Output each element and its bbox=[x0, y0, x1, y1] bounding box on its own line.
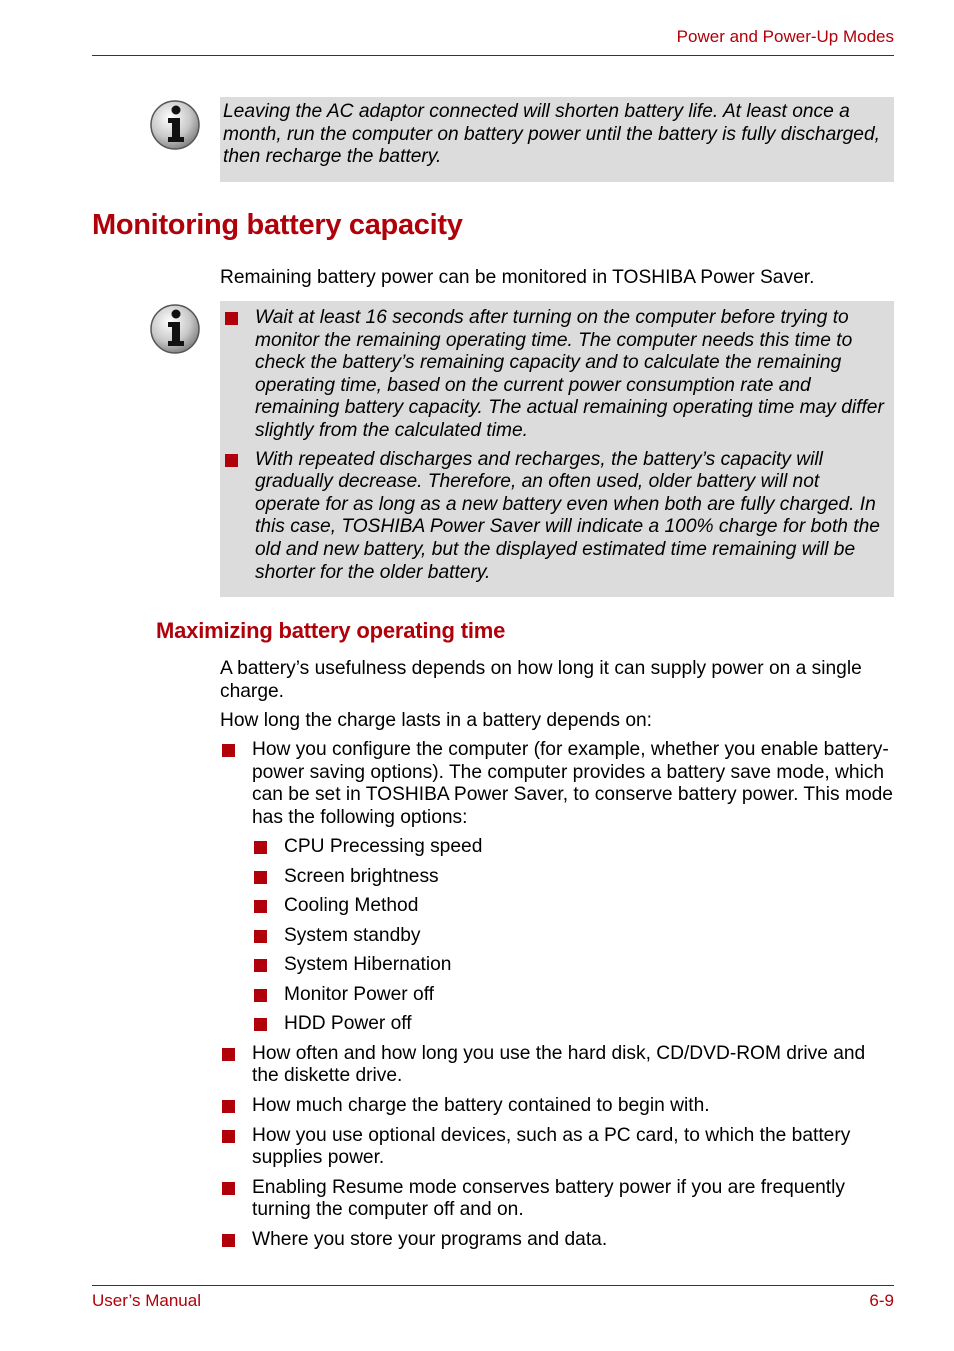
footer-rule bbox=[92, 1285, 894, 1286]
bullet-square-icon bbox=[222, 744, 235, 757]
bullet-square-icon bbox=[222, 1130, 235, 1143]
bullet-square-icon bbox=[222, 1048, 235, 1061]
list-item bbox=[220, 1095, 894, 1118]
option-item bbox=[252, 984, 894, 1007]
page-number: 6-9 bbox=[869, 1291, 894, 1310]
bullet-square-icon bbox=[222, 1182, 235, 1195]
bullet-square-icon bbox=[222, 1100, 235, 1113]
section-title: Monitoring battery capacity bbox=[92, 209, 463, 241]
bullet-square-icon bbox=[254, 930, 267, 943]
option-item bbox=[252, 866, 894, 889]
bullet-square-icon bbox=[225, 312, 238, 325]
option-text: System Hibernation bbox=[284, 954, 452, 976]
list-item bbox=[220, 1177, 894, 1222]
option-item bbox=[252, 836, 894, 859]
bullet-square-icon bbox=[254, 900, 267, 913]
list-item bbox=[220, 1229, 894, 1252]
option-text: Cooling Method bbox=[284, 895, 419, 917]
list-item bbox=[220, 1043, 894, 1088]
option-text: Monitor Power off bbox=[284, 983, 435, 1005]
note-box bbox=[220, 97, 894, 182]
note-list bbox=[223, 307, 888, 584]
option-item bbox=[252, 895, 894, 918]
option-text: Screen brightness bbox=[284, 865, 439, 887]
option-text: HDD Power off bbox=[284, 1013, 412, 1035]
bullet-square-icon bbox=[254, 1018, 267, 1031]
list-item-text: How often and how long you use the hard disk, CD/DVD-ROM drive and the diskette drive. bbox=[252, 1042, 866, 1087]
bullet-square-icon bbox=[254, 989, 267, 1002]
list-item-text: Where you store your programs and data. bbox=[252, 1229, 608, 1251]
list-item bbox=[220, 739, 894, 1036]
list-item-text: How much charge the battery contained to begin with. bbox=[252, 1095, 710, 1117]
paragraph: A battery’s usefulness depends on how long it can supply power on a single charge. bbox=[220, 658, 862, 702]
header-rule bbox=[92, 55, 894, 56]
bullet-square-icon bbox=[254, 841, 267, 854]
list-item bbox=[220, 1125, 894, 1170]
factor-list bbox=[220, 739, 894, 1259]
note-item-text: With repeated discharges and recharges, the battery’s capacity will gradually decrease. Therefore, an often used, older battery will not operate for as long as a new battery even when both are fully charged. In this case, TOSHIBA Power Saver will indicate a 100% charge for both the old and new battery, but the displayed estimated time remaining will be shorter for the older battery. bbox=[255, 448, 880, 583]
list-item-text: How you configure the computer (for example, whether you enable battery-power saving options). The computer provides a battery save mode, which can be set in TOSHIBA Power Saver, to conserve battery power. This mode has the following options: bbox=[252, 739, 893, 828]
note-item-text: Wait at least 16 seconds after turning on the computer before trying to monitor the remaining operating time. The computer needs this time to check the battery’s remaining capacity and to calculate the remaining operating time, based on the current power consumption rate and remaining battery capacity. The actual remaining operating time may differ slightly from the calculated time. bbox=[255, 307, 884, 441]
option-item bbox=[252, 954, 894, 977]
bullet-square-icon bbox=[222, 1234, 235, 1247]
bullet-square-icon bbox=[254, 959, 267, 972]
subsection-title: Maximizing battery operating time bbox=[156, 618, 506, 643]
note-list-item bbox=[223, 449, 888, 585]
running-header: Power and Power-Up Modes bbox=[676, 27, 894, 46]
list-item-text: Enabling Resume mode conserves battery power if you are frequently turning the computer off and on. bbox=[252, 1176, 845, 1221]
options-list bbox=[252, 836, 894, 1036]
option-item bbox=[252, 925, 894, 948]
option-item bbox=[252, 1013, 894, 1036]
info-icon bbox=[149, 99, 201, 151]
bullet-square-icon bbox=[254, 871, 267, 884]
note-list-item bbox=[223, 307, 888, 443]
paragraph: How long the charge lasts in a battery depends on: bbox=[220, 710, 652, 731]
info-icon bbox=[149, 303, 201, 355]
footer-manual-title: User’s Manual bbox=[92, 1291, 201, 1310]
bullet-square-icon bbox=[225, 454, 238, 467]
note-text: Leaving the AC adaptor connected will shorten battery life. At least once a month, run the computer on battery power until the battery is fully discharged, then recharge the battery. bbox=[223, 101, 880, 168]
note-box bbox=[220, 301, 894, 597]
option-text: System standby bbox=[284, 924, 421, 946]
list-item-text: How you use optional devices, such as a PC card, to which the battery supplies power. bbox=[252, 1124, 851, 1169]
option-text: CPU Precessing speed bbox=[284, 836, 483, 858]
section-intro: Remaining battery power can be monitored in TOSHIBA Power Saver. bbox=[220, 267, 815, 288]
